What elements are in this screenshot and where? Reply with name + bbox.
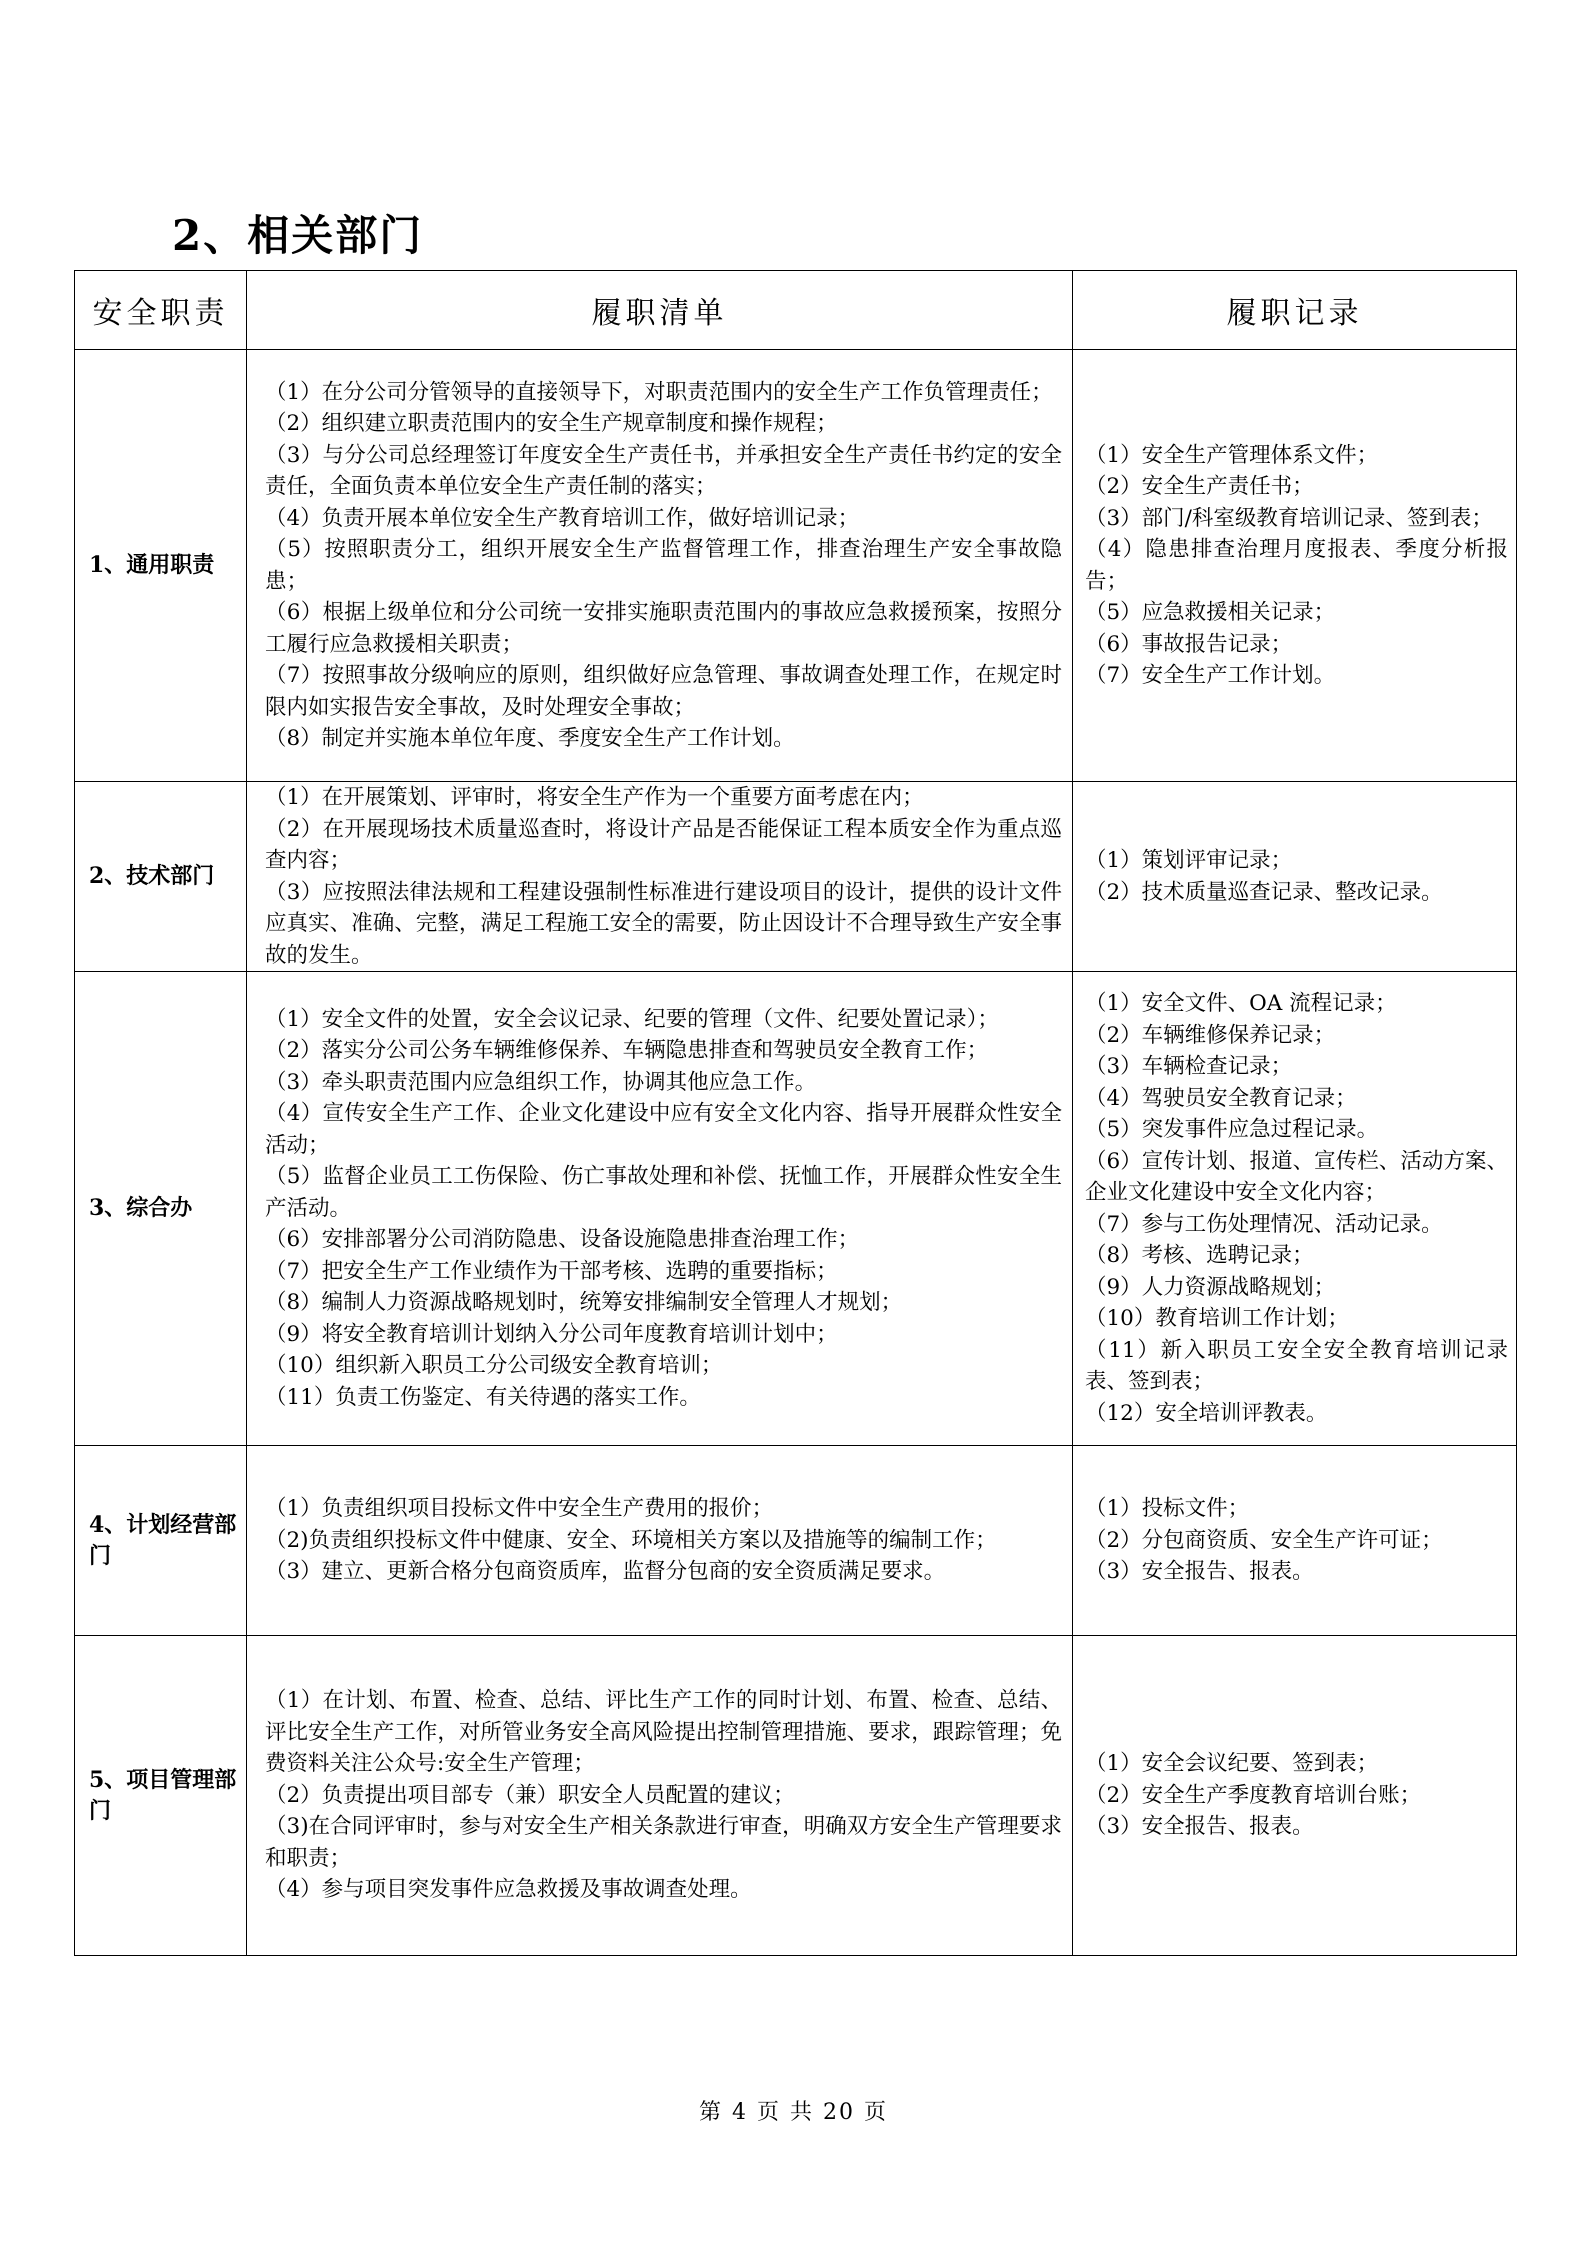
record-item: （2）车辆维修保养记录；: [1085, 1022, 1336, 1048]
record-list: [1073, 972, 1517, 1446]
record-item: （10）教育培训工作计划；: [1085, 1306, 1349, 1331]
department-name: 2、技术部门: [75, 782, 247, 972]
department-name: 3、综合办: [75, 972, 247, 1446]
record-item: （7）安全生产工作计划。: [1085, 663, 1336, 688]
duty-item: （3）建立、更新合格分包商资质库，监督分包商的安全资质满足要求。: [265, 1559, 946, 1585]
duty-item: （2）落实分公司公务车辆维修保养、车辆隐患排查和驾驶员安全教育工作；: [265, 1038, 989, 1064]
record-list: [1073, 1446, 1517, 1636]
section-title: 2、相关部门: [172, 211, 424, 260]
table-header-row: [75, 271, 1517, 350]
record-item: （3）安全报告、报表。: [1085, 1814, 1314, 1840]
duty-item: （2）在开展现场技术质量巡查时，将设计产品是否能保证工程本质安全作为重点巡查内容；: [265, 816, 1062, 873]
duty-item: （3)在合同评审时，参与对安全生产相关条款进行审查，明确双方安全生产管理要求和职责；: [265, 1814, 1062, 1871]
duty-list: [247, 1636, 1073, 1956]
record-item: （1）策划评审记录；: [1085, 848, 1293, 873]
duty-item: （8）制定并实施本单位年度、季度安全生产工作计划。: [265, 726, 795, 751]
table-row: [75, 1446, 1517, 1636]
duty-item: （7）把安全生产工作业绩作为干部考核、选聘的重要指标；: [265, 1258, 838, 1284]
duty-item: （1）在分公司分管领导的直接领导下，对职责范围内的安全生产工作负管理责任；: [265, 379, 1053, 405]
header-responsibility: 安全职责: [75, 271, 247, 350]
header-duty-list: 履职清单: [247, 271, 1073, 350]
duty-item: （4）参与项目突发事件应急救援及事故调查处理。: [265, 1877, 752, 1903]
duty-list: [247, 1446, 1073, 1636]
record-item: （12）安全培训评教表。: [1085, 1400, 1328, 1426]
duty-item: （4）宣传安全生产工作、企业文化建设中应有安全文化内容、指导开展群众性安全活动；: [265, 1101, 1062, 1158]
duty-item: （3）应按照法律法规和工程建设强制性标准进行建设项目的设计，提供的设计文件应真实、准确、完整，满足工程施工安全的需要，防止因设计不合理导致生产安全事故的发生。: [265, 879, 1062, 968]
record-item: （3）部门/科室级教育培训记录、签到表；: [1085, 505, 1493, 531]
record-item: （2）安全生产季度教育培训台账；: [1085, 1782, 1422, 1808]
record-item: （5）应急救援相关记录；: [1085, 600, 1336, 625]
record-item: （3）车辆检查记录；: [1085, 1054, 1293, 1079]
record-item: （1）安全会议纪要、签到表；: [1085, 1751, 1379, 1777]
record-item: （9）人力资源战略规划；: [1085, 1274, 1336, 1300]
header-duty-records: 履职记录: [1073, 271, 1517, 350]
record-item: （6）事故报告记录；: [1085, 631, 1293, 657]
department-name: 4、计划经营部门: [75, 1446, 247, 1636]
record-item: （1）安全生产管理体系文件；: [1085, 442, 1379, 468]
table-row: [75, 972, 1517, 1446]
department-name: 5、项目管理部门: [75, 1636, 247, 1956]
duty-item: （7）按照事故分级响应的原则，组织做好应急管理、事故调查处理工作，在规定时限内如实报告安全事故，及时处理安全事故；: [265, 663, 1062, 720]
record-item: （6）宣传计划、报道、宣传栏、活动方案、企业文化建设中安全文化内容；: [1085, 1148, 1508, 1205]
record-item: （7）参与工伤处理情况、活动记录。: [1085, 1211, 1443, 1237]
duty-item: （8）编制人力资源战略规划时，统筹安排编制安全管理人才规划；: [265, 1290, 903, 1316]
duty-list: [247, 972, 1073, 1446]
duty-item: （9）将安全教育培训计划纳入分公司年度教育培训计划中；: [265, 1321, 838, 1347]
table-row: [75, 1636, 1517, 1956]
record-list: [1073, 1636, 1517, 1956]
duty-item: （1）在计划、布置、检查、总结、评比生产工作的同时计划、布置、检查、总结、评比安全生产工作，对所管业务安全高风险提出控制管理措施、要求，跟踪管理；免费资料关注公众号:安全生产管理；: [265, 1688, 1062, 1777]
duty-item: （11）负责工伤鉴定、有关待遇的落实工作。: [265, 1384, 701, 1410]
duty-item: （1）在开展策划、评审时，将安全生产作为一个重要方面考虑在内；: [265, 785, 924, 810]
duty-item: （3）牵头职责范围内应急组织工作，协调其他应急工作。: [265, 1069, 817, 1095]
duty-item: （6）根据上级单位和分公司统一安排实施职责范围内的事故应急救援预案，按照分工履行应急救援相关职责；: [265, 600, 1062, 657]
duty-item: （1）安全文件的处置，安全会议记录、纪要的管理（文件、纪要处置记录）；: [265, 1006, 999, 1032]
record-item: （2）分包商资质、安全生产许可证；: [1085, 1527, 1443, 1553]
record-item: （4）隐患排查治理月度报表、季度分析报告；: [1085, 537, 1508, 594]
duty-item: （5）按照职责分工，组织开展安全生产监督管理工作，排查治理生产安全事故隐患；: [265, 537, 1062, 594]
duty-list: [247, 782, 1073, 972]
duty-item: （2）负责提出项目部专（兼）职安全人员配置的建议；: [265, 1782, 795, 1808]
duty-list: [247, 350, 1073, 782]
record-item: （3）安全报告、报表。: [1085, 1559, 1314, 1585]
record-item: （2）技术质量巡查记录、整改记录。: [1085, 879, 1443, 905]
duty-item: （4）负责开展本单位安全生产教育培训工作，做好培训记录；: [265, 505, 860, 531]
table-row: [75, 350, 1517, 782]
record-item: （4）驾驶员安全教育记录；: [1085, 1085, 1357, 1111]
duty-item: （2）组织建立职责范围内的安全生产规章制度和操作规程；: [265, 411, 838, 436]
record-list: [1073, 350, 1517, 782]
record-item: （1）投标文件；: [1085, 1496, 1250, 1522]
record-item: （2）安全生产责任书；: [1085, 474, 1314, 499]
record-item: （8）考核、选聘记录；: [1085, 1243, 1314, 1268]
department-name: 1、通用职责: [75, 350, 247, 782]
duty-item: （6）安排部署分公司消防隐患、设备设施隐患排查治理工作；: [265, 1227, 860, 1253]
duty-item: （1）负责组织项目投标文件中安全生产费用的报价；: [265, 1496, 774, 1522]
duty-item: （10）组织新入职员工分公司级安全教育培训；: [265, 1353, 723, 1379]
duty-item: （3）与分公司总经理签订年度安全生产责任书，并承担安全生产责任书约定的安全责任，全面负责本单位安全生产责任制的落实；: [265, 442, 1062, 499]
duty-item: （5）监督企业员工工伤保险、伤亡事故处理和补偿、抚恤工作，开展群众性安全生产活动。: [265, 1164, 1062, 1221]
table-row: [75, 782, 1517, 972]
duty-table: [74, 270, 1517, 1956]
page-footer: 第 4 页 共 20 页: [699, 2100, 888, 2125]
record-item: （5）突发事件应急过程记录。: [1085, 1117, 1379, 1142]
record-item: （1）安全文件、OA 流程记录；: [1085, 991, 1397, 1016]
record-list: [1073, 782, 1517, 972]
record-item: （11）新入职员工安全安全教育培训记录表、签到表；: [1085, 1337, 1508, 1394]
duty-item: （2)负责组织投标文件中健康、安全、环境相关方案以及措施等的编制工作；: [265, 1527, 997, 1553]
